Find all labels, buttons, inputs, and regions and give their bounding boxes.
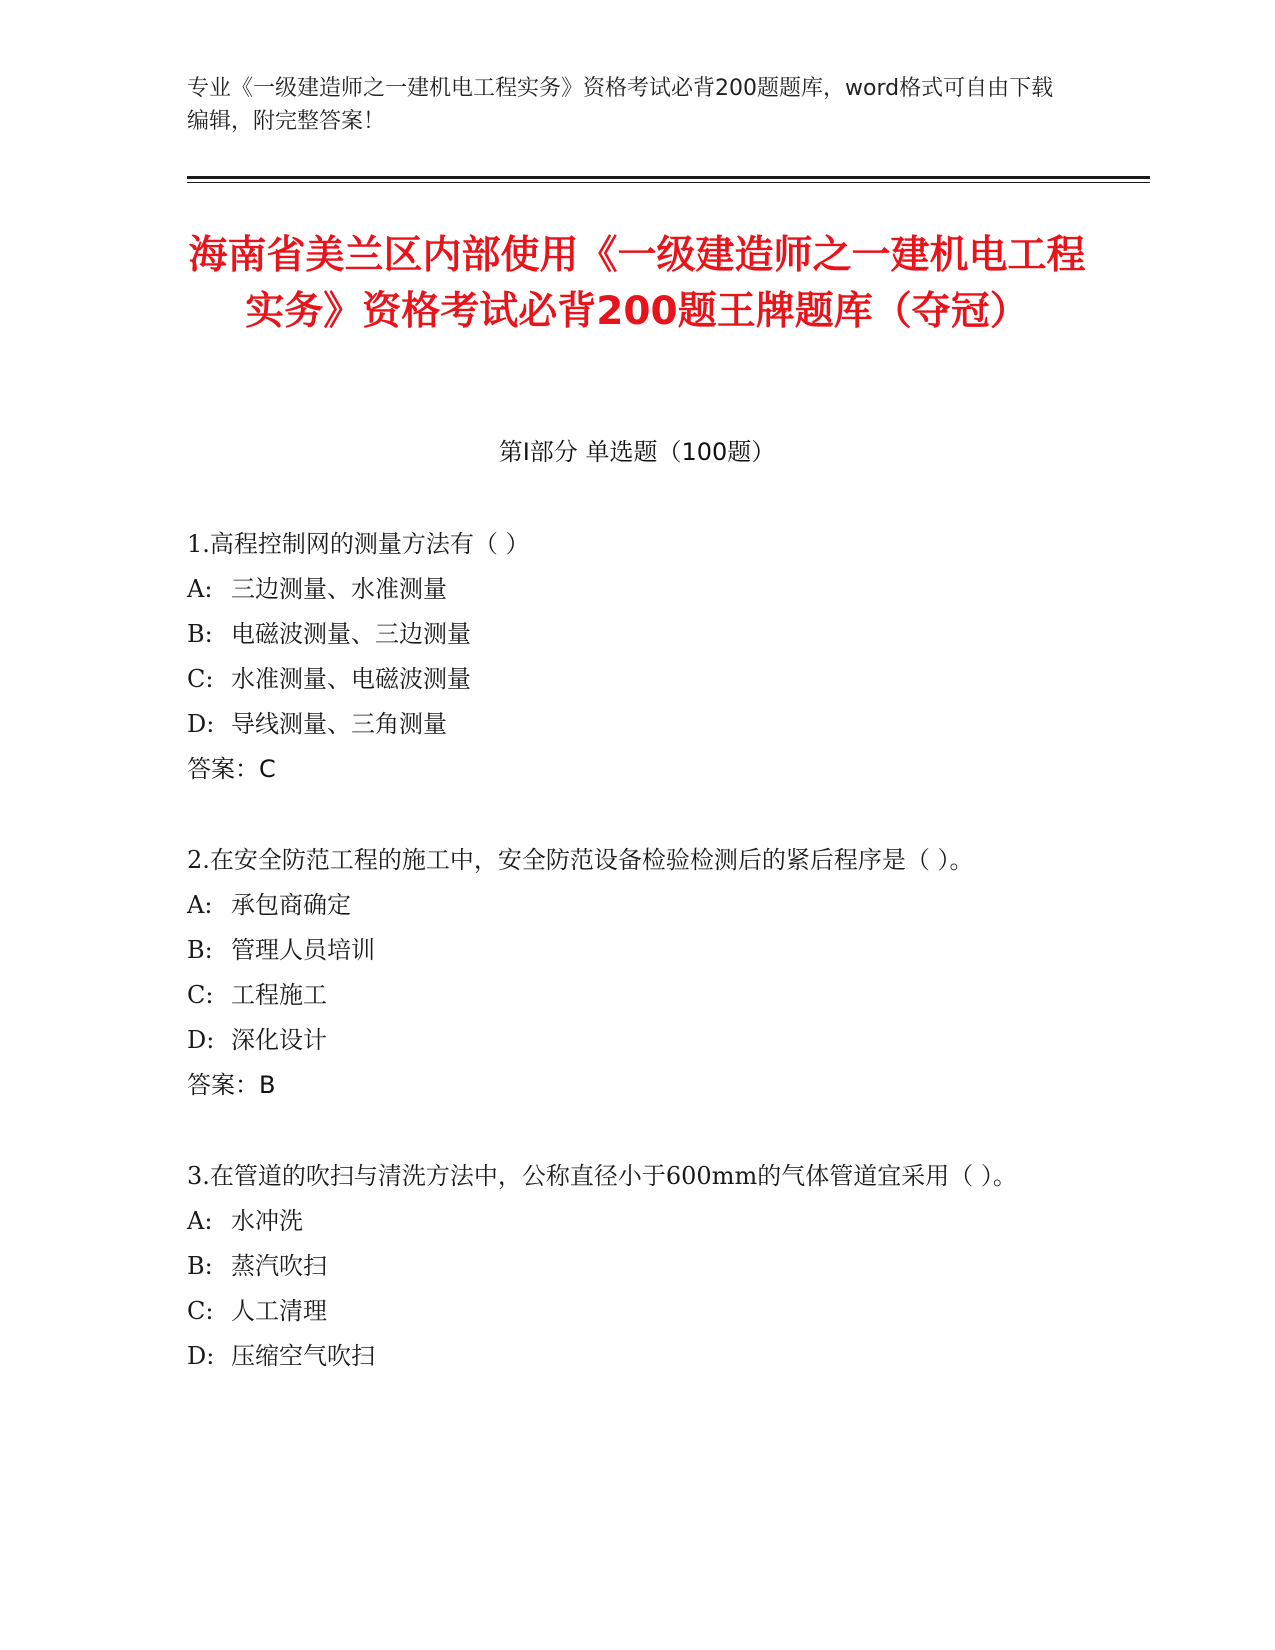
question-stem: 1.高程控制网的测量方法有（ ） <box>187 530 530 558</box>
option-text: 工程施工 <box>231 981 327 1009</box>
section-heading: 第I部分 单选题（100题） <box>498 438 776 466</box>
option-letter: C: <box>187 665 214 693</box>
option-letter: D: <box>187 710 215 738</box>
header-divider-thick <box>187 176 1150 179</box>
option-text: 三边测量、水准测量 <box>231 575 447 603</box>
answer-line: 答案：C <box>187 755 276 783</box>
question-3 <box>187 1154 1067 1379</box>
answer-line: 答案：B <box>187 1071 276 1099</box>
question-stem: 2.在安全防范工程的施工中，安全防范设备检验检测后的紧后程序是（ ）。 <box>187 846 974 874</box>
question-list <box>187 522 1067 1425</box>
header-divider-thin <box>187 182 1150 183</box>
option-d <box>187 1018 1067 1063</box>
option-letter: B: <box>187 936 213 964</box>
option-c <box>187 1289 1067 1334</box>
option-a <box>187 567 1067 612</box>
header-note: 专业《一级建造师之一建机电工程实务》资格考试必背200题题库，word格式可自由下载编辑，附完整答案！ <box>187 76 1054 134</box>
option-text: 承包商确定 <box>231 891 351 919</box>
option-letter: C: <box>187 981 214 1009</box>
option-letter: D: <box>187 1342 215 1370</box>
option-text: 人工清理 <box>231 1297 327 1325</box>
option-text: 压缩空气吹扫 <box>231 1342 375 1370</box>
option-letter: A: <box>187 575 213 603</box>
option-b <box>187 928 1067 973</box>
option-text: 蒸汽吹扫 <box>231 1252 327 1280</box>
option-text: 电磁波测量、三边测量 <box>231 620 471 648</box>
option-letter: D: <box>187 1026 215 1054</box>
option-d <box>187 1334 1067 1379</box>
option-b <box>187 1244 1067 1289</box>
question-1 <box>187 522 1067 792</box>
option-letter: A: <box>187 891 213 919</box>
option-text: 水冲洗 <box>231 1207 303 1235</box>
option-letter: B: <box>187 1252 213 1280</box>
question-2 <box>187 838 1067 1108</box>
document-title: 海南省美兰区内部使用《一级建造师之一建机电工程实务》资格考试必背200题王牌题库（夺冠） <box>188 233 1086 334</box>
question-stem: 3.在管道的吹扫与清洗方法中，公称直径小于600mm的气体管道宜采用（ ）。 <box>187 1162 1017 1190</box>
option-text: 导线测量、三角测量 <box>231 710 447 738</box>
option-text: 管理人员培训 <box>231 936 375 964</box>
option-text: 水准测量、电磁波测量 <box>231 665 471 693</box>
option-text: 深化设计 <box>231 1026 327 1054</box>
option-c <box>187 657 1067 702</box>
option-d <box>187 702 1067 747</box>
option-letter: C: <box>187 1297 214 1325</box>
option-c <box>187 973 1067 1018</box>
option-b <box>187 612 1067 657</box>
option-a <box>187 883 1067 928</box>
option-a <box>187 1199 1067 1244</box>
option-letter: A: <box>187 1207 213 1235</box>
option-letter: B: <box>187 620 213 648</box>
